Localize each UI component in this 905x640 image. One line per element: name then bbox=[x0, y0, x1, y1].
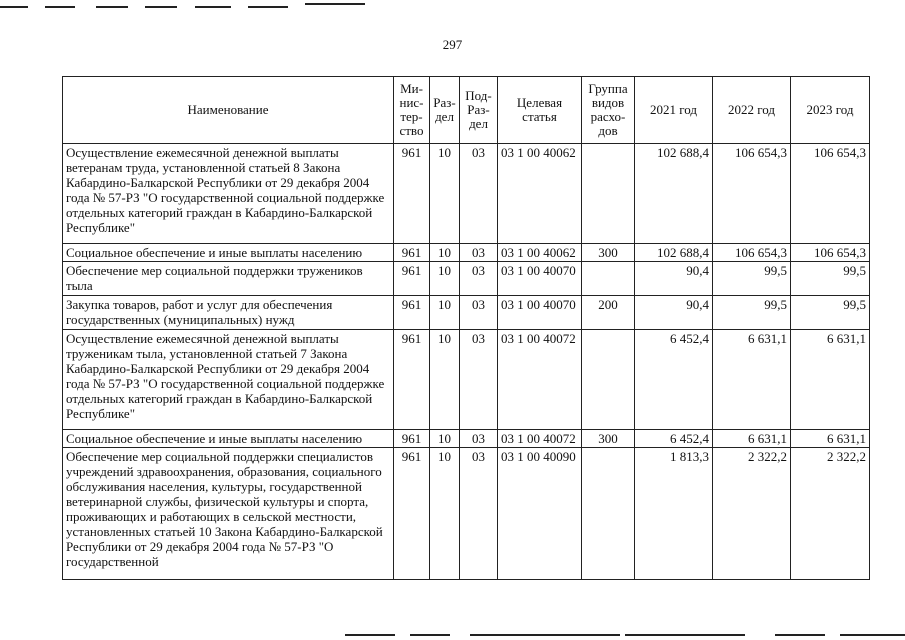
row-ministry: 961 bbox=[394, 296, 430, 330]
row-subsection: 03 bbox=[460, 262, 498, 296]
row-expense-group: 300 bbox=[582, 430, 635, 448]
row-value-2021: 90,4 bbox=[635, 262, 713, 296]
row-value-2023: 99,5 bbox=[791, 262, 870, 296]
header-subsection-line: дел bbox=[469, 116, 488, 131]
table-header-row bbox=[63, 77, 870, 144]
row-name: Закупка товаров, работ и услуг для обеспечения государственных (муниципальных) нужд bbox=[63, 296, 394, 330]
header-ministry-line: нис- bbox=[399, 95, 424, 110]
row-name: Осуществление ежемесячной денежной выплаты ветеранам труда, установленной статьей 8 Закона Кабардино-Балкарской Республики от 29 декабря 2004 года № 57-РЗ "О государственной социальной поддержке отдельных категорий граждан в Кабардино-Балкарской Республике" bbox=[63, 144, 394, 244]
row-target: 03 1 00 40072 bbox=[498, 430, 582, 448]
row-target: 03 1 00 40090 bbox=[498, 448, 582, 580]
header-2021: 2021 год bbox=[635, 77, 713, 144]
scan-artifact-line bbox=[45, 6, 75, 8]
row-ministry: 961 bbox=[394, 144, 430, 244]
table-row bbox=[63, 448, 870, 580]
row-value-2022: 106 654,3 bbox=[713, 144, 791, 244]
row-target: 03 1 00 40062 bbox=[498, 244, 582, 262]
scan-artifact-line bbox=[305, 3, 365, 5]
row-ministry: 961 bbox=[394, 430, 430, 448]
row-subsection: 03 bbox=[460, 330, 498, 430]
row-expense-group: 200 bbox=[582, 296, 635, 330]
row-target: 03 1 00 40070 bbox=[498, 262, 582, 296]
row-section: 10 bbox=[430, 144, 460, 244]
row-value-2022: 2 322,2 bbox=[713, 448, 791, 580]
header-name: Наименование bbox=[63, 77, 394, 144]
scan-artifact-line bbox=[775, 634, 825, 636]
row-subsection: 03 bbox=[460, 144, 498, 244]
header-target-line: статья bbox=[522, 109, 557, 124]
header-target bbox=[498, 77, 582, 144]
header-expense-group-line: дов bbox=[598, 123, 618, 138]
row-subsection: 03 bbox=[460, 448, 498, 580]
table-row bbox=[63, 330, 870, 430]
scan-artifact-line bbox=[96, 6, 128, 8]
row-section: 10 bbox=[430, 296, 460, 330]
row-value-2022: 99,5 bbox=[713, 262, 791, 296]
row-value-2023: 6 631,1 bbox=[791, 430, 870, 448]
header-target-line: Целевая bbox=[516, 95, 563, 110]
row-value-2021: 6 452,4 bbox=[635, 430, 713, 448]
row-expense-group bbox=[582, 330, 635, 430]
scan-artifact-line bbox=[625, 634, 745, 636]
header-expense-group-line: видов bbox=[591, 95, 625, 110]
row-subsection: 03 bbox=[460, 244, 498, 262]
row-value-2021: 6 452,4 bbox=[635, 330, 713, 430]
header-subsection bbox=[460, 77, 498, 144]
row-target: 03 1 00 40072 bbox=[498, 330, 582, 430]
row-value-2023: 2 322,2 bbox=[791, 448, 870, 580]
row-expense-group bbox=[582, 144, 635, 244]
header-ministry-line: тер- bbox=[400, 109, 423, 124]
table-row bbox=[63, 144, 870, 244]
scan-artifact-line bbox=[840, 634, 905, 636]
row-expense-group bbox=[582, 262, 635, 296]
row-ministry: 961 bbox=[394, 244, 430, 262]
header-section bbox=[430, 77, 460, 144]
row-expense-group bbox=[582, 448, 635, 580]
table-row bbox=[63, 430, 870, 448]
row-expense-group: 300 bbox=[582, 244, 635, 262]
row-name: Обеспечение мер социальной поддержки специалистов учреждений здравоохранения, образования, социального обслуживания населения, культуры, государственной ветеринарной службы, физической культуры и спорта, проживающих и работающих в сельской местности, установленных статьей 10 Закона Кабардино-Балкарской Республики от 29 декабря 2004 года № 57-РЗ "О государственной bbox=[63, 448, 394, 580]
scan-artifact-line bbox=[145, 6, 177, 8]
header-ministry-line: Ми- bbox=[400, 81, 423, 96]
row-value-2023: 99,5 bbox=[791, 296, 870, 330]
row-name: Осуществление ежемесячной денежной выплаты труженикам тыла, установленной статьей 7 Закона Кабардино-Балкарской Республики от 29 декабря 2004 года № 57-РЗ "О государственной социальной поддержке отдельных категорий граждан в Кабардино-Балкарской Республике" bbox=[63, 330, 394, 430]
header-2023: 2023 год bbox=[791, 77, 870, 144]
row-ministry: 961 bbox=[394, 262, 430, 296]
scan-artifact-line bbox=[410, 634, 450, 636]
scan-artifact-line bbox=[195, 6, 231, 8]
row-target: 03 1 00 40062 bbox=[498, 144, 582, 244]
row-ministry: 961 bbox=[394, 448, 430, 580]
row-name: Обеспечение мер социальной поддержки тружеников тыла bbox=[63, 262, 394, 296]
header-ministry bbox=[394, 77, 430, 144]
header-subsection-line: Под- bbox=[465, 88, 492, 103]
row-section: 10 bbox=[430, 330, 460, 430]
row-section: 10 bbox=[430, 448, 460, 580]
row-value-2021: 102 688,4 bbox=[635, 144, 713, 244]
row-value-2021: 90,4 bbox=[635, 296, 713, 330]
row-value-2022: 6 631,1 bbox=[713, 430, 791, 448]
row-subsection: 03 bbox=[460, 430, 498, 448]
scan-artifact-line bbox=[345, 634, 395, 636]
table-row bbox=[63, 244, 870, 262]
row-target: 03 1 00 40070 bbox=[498, 296, 582, 330]
row-value-2022: 99,5 bbox=[713, 296, 791, 330]
row-name: Социальное обеспечение и иные выплаты населению bbox=[63, 244, 394, 262]
header-section-line: Раз- bbox=[433, 95, 456, 110]
scan-artifact-line bbox=[470, 634, 620, 636]
scan-artifact-line bbox=[248, 6, 288, 8]
row-value-2022: 6 631,1 bbox=[713, 330, 791, 430]
budget-table bbox=[62, 76, 870, 580]
row-value-2023: 6 631,1 bbox=[791, 330, 870, 430]
header-section-line: дел bbox=[435, 109, 454, 124]
row-ministry: 961 bbox=[394, 330, 430, 430]
header-ministry-line: ство bbox=[399, 123, 424, 138]
header-expense-group-line: Группа bbox=[588, 81, 628, 96]
header-expense-group bbox=[582, 77, 635, 144]
row-value-2021: 102 688,4 bbox=[635, 244, 713, 262]
row-section: 10 bbox=[430, 430, 460, 448]
scan-artifact-line bbox=[0, 6, 28, 8]
row-value-2023: 106 654,3 bbox=[791, 244, 870, 262]
header-expense-group-line: расхо- bbox=[590, 109, 626, 124]
row-value-2023: 106 654,3 bbox=[791, 144, 870, 244]
row-name: Социальное обеспечение и иные выплаты населению bbox=[63, 430, 394, 448]
row-subsection: 03 bbox=[460, 296, 498, 330]
row-value-2022: 106 654,3 bbox=[713, 244, 791, 262]
header-subsection-line: Раз- bbox=[467, 102, 490, 117]
row-section: 10 bbox=[430, 262, 460, 296]
row-value-2021: 1 813,3 bbox=[635, 448, 713, 580]
row-section: 10 bbox=[430, 244, 460, 262]
page-number: 297 bbox=[442, 37, 463, 52]
table-row bbox=[63, 296, 870, 330]
table-row bbox=[63, 262, 870, 296]
header-2022: 2022 год bbox=[713, 77, 791, 144]
